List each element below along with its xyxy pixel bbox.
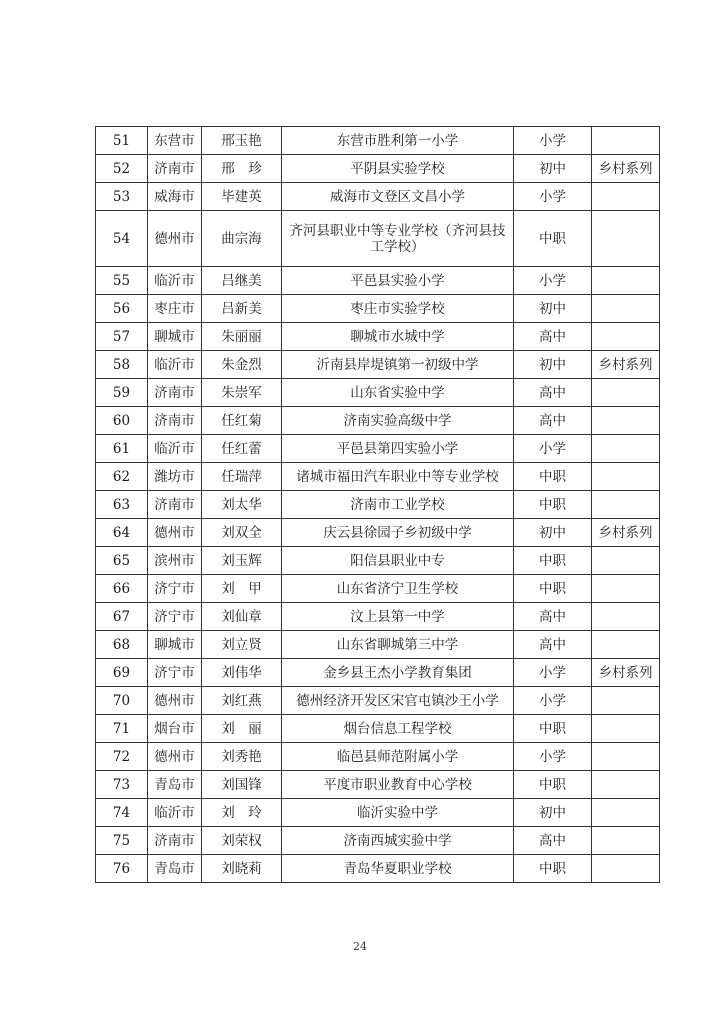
table-row: [96, 575, 660, 603]
cell-city: 临沂市: [148, 267, 202, 295]
cell-city: 济宁市: [148, 575, 202, 603]
cell-number: 75: [96, 827, 148, 855]
cell-city: 临沂市: [148, 799, 202, 827]
cell-note: 乡村系列: [592, 351, 660, 379]
cell-note: [592, 407, 660, 435]
cell-note: [592, 687, 660, 715]
cell-number: 57: [96, 323, 148, 351]
cell-name: 邢玉艳: [202, 127, 282, 155]
cell-school: 齐河县职业中等专业学校（齐河县技工学校）: [282, 211, 514, 267]
cell-school: 平阴县实验学校: [282, 155, 514, 183]
cell-level: 初中: [514, 799, 592, 827]
cell-name: 朱丽丽: [202, 323, 282, 351]
cell-city: 济宁市: [148, 603, 202, 631]
table-row: [96, 407, 660, 435]
cell-number: 74: [96, 799, 148, 827]
cell-name: 任红蕾: [202, 435, 282, 463]
table-row: [96, 295, 660, 323]
cell-number: 69: [96, 659, 148, 687]
cell-name: 刘 玲: [202, 799, 282, 827]
cell-note: [592, 631, 660, 659]
cell-school: 阳信县职业中专: [282, 547, 514, 575]
cell-number: 54: [96, 211, 148, 267]
cell-name: 刘晓莉: [202, 855, 282, 883]
table-row: [96, 743, 660, 771]
cell-school: 临邑县师范附属小学: [282, 743, 514, 771]
table-row: [96, 127, 660, 155]
cell-number: 51: [96, 127, 148, 155]
cell-name: 刘荣权: [202, 827, 282, 855]
cell-city: 德州市: [148, 743, 202, 771]
cell-number: 70: [96, 687, 148, 715]
cell-note: [592, 799, 660, 827]
table-row: [96, 463, 660, 491]
cell-name: 刘立贤: [202, 631, 282, 659]
cell-school: 山东省实验中学: [282, 379, 514, 407]
cell-note: [592, 267, 660, 295]
cell-level: 高中: [514, 603, 592, 631]
cell-level: 高中: [514, 407, 592, 435]
cell-city: 青岛市: [148, 771, 202, 799]
cell-level: 中职: [514, 211, 592, 267]
cell-number: 64: [96, 519, 148, 547]
teacher-roster-table: [95, 126, 660, 883]
cell-name: 任瑞萍: [202, 463, 282, 491]
cell-name: 刘双全: [202, 519, 282, 547]
cell-level: 中职: [514, 575, 592, 603]
cell-name: 刘 丽: [202, 715, 282, 743]
cell-level: 高中: [514, 827, 592, 855]
table-row: [96, 323, 660, 351]
cell-school: 沂南县岸堤镇第一初级中学: [282, 351, 514, 379]
table-row: [96, 855, 660, 883]
cell-name: 刘红燕: [202, 687, 282, 715]
cell-school: 枣庄市实验学校: [282, 295, 514, 323]
cell-note: [592, 127, 660, 155]
cell-level: 小学: [514, 127, 592, 155]
cell-city: 德州市: [148, 687, 202, 715]
cell-city: 威海市: [148, 183, 202, 211]
cell-city: 聊城市: [148, 323, 202, 351]
cell-note: [592, 379, 660, 407]
cell-city: 临沂市: [148, 351, 202, 379]
cell-school: 金乡县王杰小学教育集团: [282, 659, 514, 687]
table-row: [96, 519, 660, 547]
cell-level: 高中: [514, 379, 592, 407]
cell-name: 刘仙章: [202, 603, 282, 631]
cell-level: 中职: [514, 771, 592, 799]
cell-name: 曲宗海: [202, 211, 282, 267]
cell-name: 朱崇军: [202, 379, 282, 407]
cell-school: 威海市文登区文昌小学: [282, 183, 514, 211]
cell-number: 61: [96, 435, 148, 463]
cell-name: 刘 甲: [202, 575, 282, 603]
cell-note: [592, 715, 660, 743]
cell-school: 庆云县徐园子乡初级中学: [282, 519, 514, 547]
cell-school: 山东省聊城第三中学: [282, 631, 514, 659]
table-row: [96, 183, 660, 211]
table-row: [96, 603, 660, 631]
table-row: [96, 547, 660, 575]
cell-school: 济南市工业学校: [282, 491, 514, 519]
cell-note: [592, 855, 660, 883]
cell-number: 68: [96, 631, 148, 659]
cell-note: [592, 603, 660, 631]
cell-level: 中职: [514, 491, 592, 519]
table-row: [96, 631, 660, 659]
table-row: [96, 491, 660, 519]
table-row: [96, 435, 660, 463]
cell-city: 青岛市: [148, 855, 202, 883]
cell-level: 小学: [514, 435, 592, 463]
cell-level: 小学: [514, 687, 592, 715]
cell-level: 高中: [514, 631, 592, 659]
cell-school: 平邑县第四实验小学: [282, 435, 514, 463]
cell-note: [592, 491, 660, 519]
cell-school: 德州经济开发区宋官屯镇沙王小学: [282, 687, 514, 715]
cell-note: [592, 435, 660, 463]
cell-name: 任红菊: [202, 407, 282, 435]
cell-city: 枣庄市: [148, 295, 202, 323]
table-row: [96, 155, 660, 183]
cell-name: 毕建英: [202, 183, 282, 211]
cell-city: 东营市: [148, 127, 202, 155]
cell-level: 高中: [514, 323, 592, 351]
cell-number: 60: [96, 407, 148, 435]
cell-note: [592, 743, 660, 771]
cell-number: 67: [96, 603, 148, 631]
table-row: [96, 211, 660, 267]
cell-level: 中职: [514, 463, 592, 491]
cell-school: 平度市职业教育中心学校: [282, 771, 514, 799]
cell-number: 72: [96, 743, 148, 771]
cell-school: 山东省济宁卫生学校: [282, 575, 514, 603]
cell-number: 59: [96, 379, 148, 407]
cell-name: 刘国锋: [202, 771, 282, 799]
cell-city: 济南市: [148, 491, 202, 519]
cell-level: 中职: [514, 715, 592, 743]
cell-name: 朱金烈: [202, 351, 282, 379]
cell-note: [592, 575, 660, 603]
cell-note: 乡村系列: [592, 155, 660, 183]
cell-level: 小学: [514, 743, 592, 771]
cell-city: 烟台市: [148, 715, 202, 743]
cell-name: 刘太华: [202, 491, 282, 519]
cell-name: 刘伟华: [202, 659, 282, 687]
table-row: [96, 715, 660, 743]
cell-school: 济南西城实验中学: [282, 827, 514, 855]
cell-level: 初中: [514, 295, 592, 323]
cell-city: 济南市: [148, 155, 202, 183]
cell-level: 中职: [514, 855, 592, 883]
table-row: [96, 827, 660, 855]
table-row: [96, 379, 660, 407]
table-row: [96, 351, 660, 379]
cell-city: 临沂市: [148, 435, 202, 463]
cell-city: 德州市: [148, 519, 202, 547]
cell-note: [592, 827, 660, 855]
cell-school: 济南实验高级中学: [282, 407, 514, 435]
cell-city: 德州市: [148, 211, 202, 267]
roster-body: [96, 127, 660, 883]
cell-note: 乡村系列: [592, 519, 660, 547]
cell-note: [592, 211, 660, 267]
cell-city: 滨州市: [148, 547, 202, 575]
cell-school: 青岛华夏职业学校: [282, 855, 514, 883]
cell-school: 诸城市福田汽车职业中等专业学校: [282, 463, 514, 491]
cell-note: 乡村系列: [592, 659, 660, 687]
cell-note: [592, 771, 660, 799]
cell-name: 邢 珍: [202, 155, 282, 183]
cell-number: 58: [96, 351, 148, 379]
cell-school: 东营市胜利第一小学: [282, 127, 514, 155]
cell-name: 刘玉辉: [202, 547, 282, 575]
cell-number: 55: [96, 267, 148, 295]
cell-note: [592, 463, 660, 491]
cell-note: [592, 295, 660, 323]
cell-level: 初中: [514, 519, 592, 547]
cell-number: 73: [96, 771, 148, 799]
cell-name: 吕继美: [202, 267, 282, 295]
cell-level: 小学: [514, 183, 592, 211]
cell-number: 71: [96, 715, 148, 743]
cell-level: 小学: [514, 659, 592, 687]
cell-school: 聊城市水城中学: [282, 323, 514, 351]
cell-note: [592, 323, 660, 351]
cell-number: 76: [96, 855, 148, 883]
cell-level: 初中: [514, 351, 592, 379]
cell-school: 平邑县实验小学: [282, 267, 514, 295]
cell-level: 中职: [514, 547, 592, 575]
table-row: [96, 267, 660, 295]
cell-number: 66: [96, 575, 148, 603]
cell-number: 63: [96, 491, 148, 519]
cell-school: 烟台信息工程学校: [282, 715, 514, 743]
cell-name: 刘秀艳: [202, 743, 282, 771]
table-row: [96, 687, 660, 715]
cell-city: 济宁市: [148, 659, 202, 687]
cell-school: 临沂实验中学: [282, 799, 514, 827]
cell-note: [592, 183, 660, 211]
cell-number: 65: [96, 547, 148, 575]
cell-level: 初中: [514, 155, 592, 183]
cell-city: 济南市: [148, 407, 202, 435]
cell-number: 52: [96, 155, 148, 183]
table-row: [96, 659, 660, 687]
table-row: [96, 771, 660, 799]
cell-city: 济南市: [148, 827, 202, 855]
cell-number: 53: [96, 183, 148, 211]
cell-city: 聊城市: [148, 631, 202, 659]
page-number: 24: [353, 940, 367, 953]
cell-level: 小学: [514, 267, 592, 295]
cell-name: 吕新美: [202, 295, 282, 323]
cell-number: 56: [96, 295, 148, 323]
cell-note: [592, 547, 660, 575]
cell-city: 潍坊市: [148, 463, 202, 491]
table-row: [96, 799, 660, 827]
cell-city: 济南市: [148, 379, 202, 407]
cell-school: 汶上县第一中学: [282, 603, 514, 631]
cell-number: 62: [96, 463, 148, 491]
